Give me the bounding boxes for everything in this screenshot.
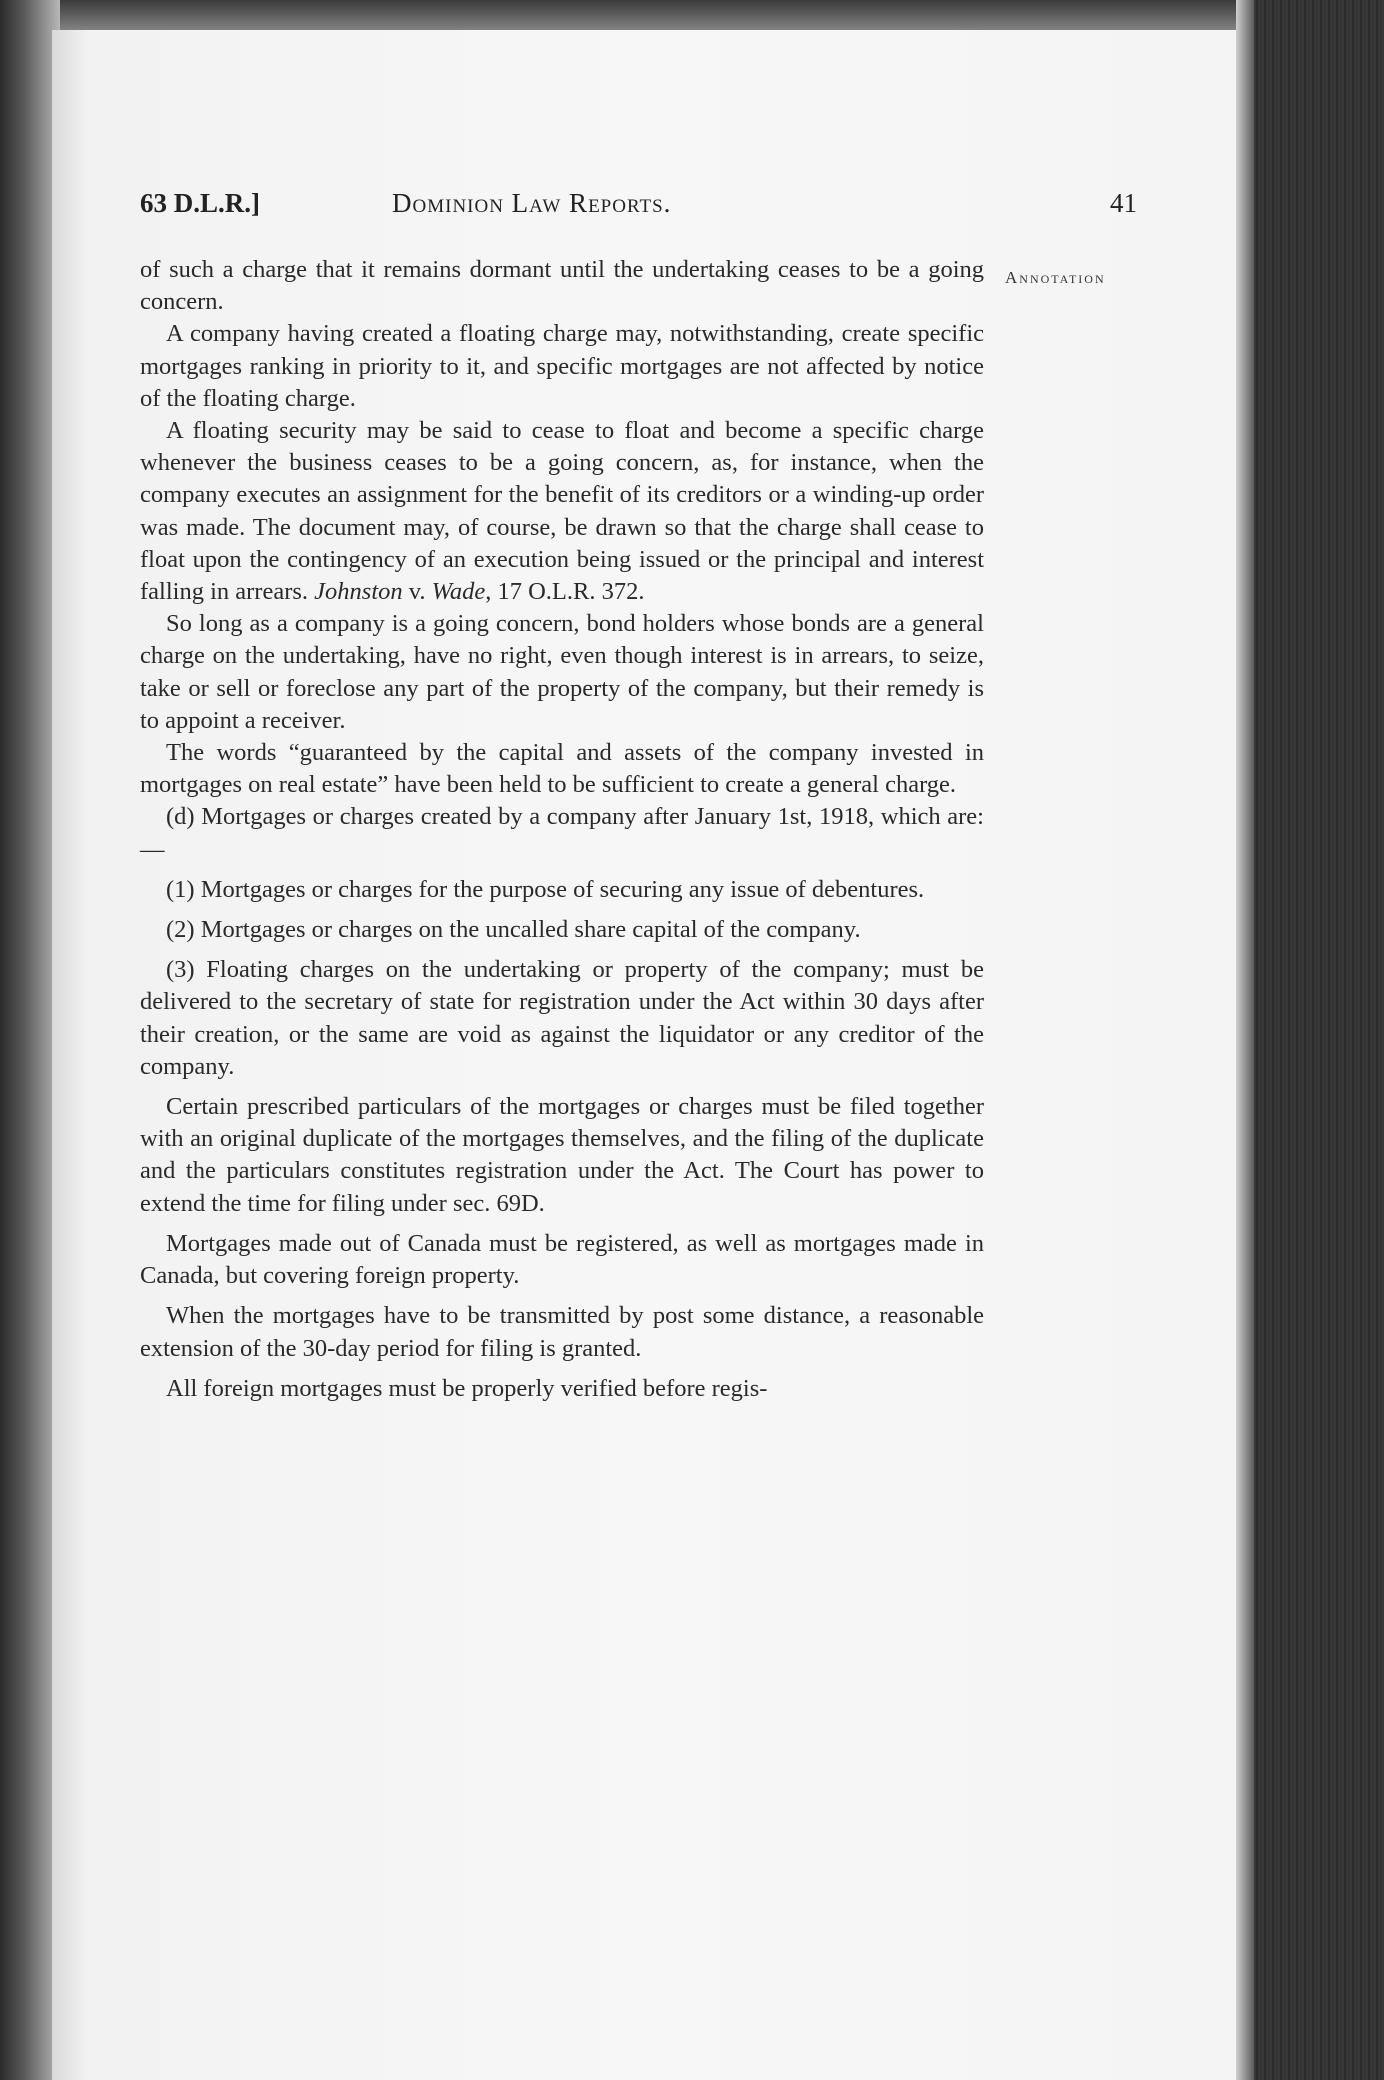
paragraph bbox=[140, 801, 984, 865]
paragraph bbox=[140, 254, 984, 318]
margin-note: Annotation bbox=[1005, 268, 1106, 287]
page-number: 41 bbox=[1110, 188, 1137, 218]
paragraph-text: of such a charge that it remains dormant until the undertaking ceases to be a going concern. bbox=[140, 256, 984, 316]
paragraph bbox=[140, 1300, 984, 1364]
paragraph-text: (1) Mortgages or charges for the purpose of securing any issue of debentures. bbox=[166, 875, 925, 903]
paragraph bbox=[140, 318, 984, 415]
paragraph bbox=[140, 954, 984, 1083]
paragraph-text: So long as a company is a going concern, bond holders whose bonds are a general charge on the undertaking, have no right, even though interest is in arrears, to seize, take or sell or foreclose any part of the property of the company, but their remedy is to appoint a receiver. bbox=[140, 610, 984, 734]
case-name-italic: Johnston bbox=[314, 578, 403, 606]
paragraph-text: (2) Mortgages or charges on the uncalled share capital of the company. bbox=[166, 916, 861, 944]
paragraph-text: (3) Floating charges on the undertaking or property of the company; must be delivered to the secretary of state for registration under the Act within 30 days after their creation, or the same are void as against the liquidator or any creditor of the company. bbox=[140, 956, 984, 1080]
page-edge-shadow bbox=[1236, 0, 1254, 2080]
paragraph-text: Certain prescribed particulars of the mortgages or charges must be filed together with an original duplicate of the mortgages themselves, and the filing of the duplicate and the particulars constitutes registration under the Act. The Court has power to extend the time for filing under sec. 69D. bbox=[140, 1093, 984, 1217]
case-name-italic: Wade bbox=[431, 578, 486, 606]
paragraph bbox=[140, 1091, 984, 1220]
paragraph-text: A company having created a floating charge may, notwithstanding, create specific mortgages ranking in priority to it, and specific mortgages are not affected by notice of the floating charge. bbox=[140, 320, 984, 412]
paragraph-text: , 17 O.L.R. 372. bbox=[485, 578, 645, 606]
paragraph bbox=[140, 608, 984, 737]
paragraph-text: Mortgages made out of Canada must be registered, as well as mortgages made in Canada, but covering foreign property. bbox=[140, 1229, 984, 1290]
paragraph bbox=[140, 737, 984, 801]
paragraph bbox=[140, 1373, 984, 1405]
paragraph bbox=[140, 874, 984, 906]
running-header bbox=[140, 188, 1140, 232]
paragraph-text: All foreign mortgages must be properly verified before regis- bbox=[166, 1374, 768, 1402]
paragraph-text: v. bbox=[402, 578, 432, 606]
paragraph bbox=[140, 415, 984, 608]
paragraph-text: When the mortgages have to be transmitted by post some distance, a reasonable extension of the 30-day period for filing is granted. bbox=[140, 1302, 984, 1362]
body-text bbox=[140, 254, 984, 1405]
header-volume: 63 D.L.R.] bbox=[140, 188, 260, 218]
paragraph-text: The words “guaranteed by the capital and assets of the company invested in mortgages on real estate” have been held to be sufficient to create a general charge. bbox=[140, 739, 984, 799]
scan-left-gutter bbox=[0, 0, 60, 2080]
book-page-edges bbox=[1236, 0, 1384, 2080]
paragraph bbox=[140, 914, 984, 946]
paragraph-text: (d) Mortgages or charges created by a company after January 1st, 1918, which are:— bbox=[140, 803, 984, 863]
header-title: Dominion Law Reports. bbox=[392, 188, 672, 218]
paragraph-text: A floating security may be said to cease to float and become a specific charge whenever the business ceases to be a going concern, as, for instance, when the company executes an assignment for the benefit of its creditors or a winding-up order was made. The document may, of course, be drawn so that the charge shall cease to float upon the contingency of an execution being issued or the principal and interest falling in arrears. bbox=[140, 417, 984, 606]
paragraph bbox=[140, 1228, 984, 1292]
